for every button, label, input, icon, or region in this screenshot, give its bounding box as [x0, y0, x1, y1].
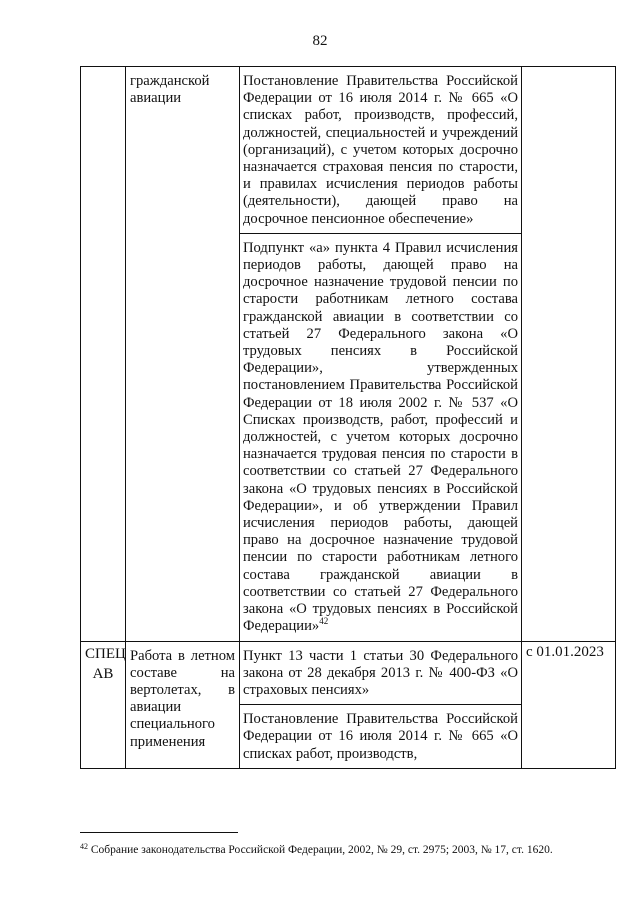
work-type-cell: гражданской авиации: [126, 67, 240, 642]
table-row: [81, 67, 616, 642]
work-type-line: Работа в летном: [130, 647, 235, 664]
row-code-line: СПЕЦ: [85, 645, 126, 662]
legal-basis-item: Постановление Правительства Российской Федерации от 16 июля 2014 г. № 665 «О списках работ, производств, профессий, должностей, специальностей и учреждений (организаций), с учетом которых досрочно назначается страховая пенсия по старости, и правилах исчисления периодов работы (деятельности), дающей право на досрочное пенсионное обеспечение»: [243, 73, 518, 227]
effective-date-cell: с 01.01.2023: [522, 641, 616, 768]
work-type-line: вертолетах, в: [130, 681, 235, 698]
footnote-text: Собрание законодательства Российской Федерации, 2002, № 29, ст. 2975; 2003, № 17, ст. 1620.: [90, 844, 553, 856]
work-type-cell: [126, 641, 240, 768]
legal-basis-item: Постановление Правительства Российской Федерации от 16 июля 2014 г. № 665 «О списках работ, производств,: [240, 704, 521, 768]
legal-basis-item: Пункт 13 части 1 статьи 30 Федерального закона от 28 декабря 2013 г. № 400-ФЗ «О страховых пенсиях»: [243, 647, 518, 698]
table-row: [81, 641, 616, 768]
page-number: 82: [312, 33, 328, 49]
work-type-line: авиации: [130, 699, 182, 716]
work-type-line: применения: [130, 733, 206, 750]
footnote-number: 42: [80, 842, 88, 851]
work-type-line: составе на: [130, 664, 235, 681]
footnote-separator: [80, 832, 238, 833]
legal-basis-cell: [240, 67, 522, 642]
legal-basis-text: Подпункт «а» пункта 4 Правил исчисления периодов работы, дающей право на досрочное назначение трудовой пенсии по старости работникам летного состава гражданской авиации в соответствии со статьей 27 Федерального закона «О трудовых пенсиях в Российской Федерации», утвержденных постановлением Правительства Российской Федерации от 18 июля 2002 г. № 537 «О Списках производств, работ, профессий и должностей, с учетом которых досрочно назначается трудовая пенсия по старости в соответствии со статьей 27 Федерального закона «О трудовых пенсиях в Российской Федерации», и об утверждении Правил исчисления периодов работы, дающей право на досрочное назначение трудовой пенсии по старости работникам летного состава гражданской авиации в соответствии со статьей 27 Федерального закона «О трудовых пенсиях в Российской Федерации»: [243, 239, 518, 635]
row-code-cell: [81, 67, 126, 642]
footnote-reference: 42: [319, 616, 329, 627]
legal-basis-cell: [240, 641, 522, 768]
pension-table: [80, 66, 616, 769]
work-type-line: специального: [130, 716, 215, 733]
legal-basis-item: [240, 233, 521, 641]
footnote: [80, 843, 620, 857]
effective-date-cell: [522, 67, 616, 642]
row-code-cell: [81, 641, 126, 768]
row-code-line: АВ: [92, 665, 114, 682]
